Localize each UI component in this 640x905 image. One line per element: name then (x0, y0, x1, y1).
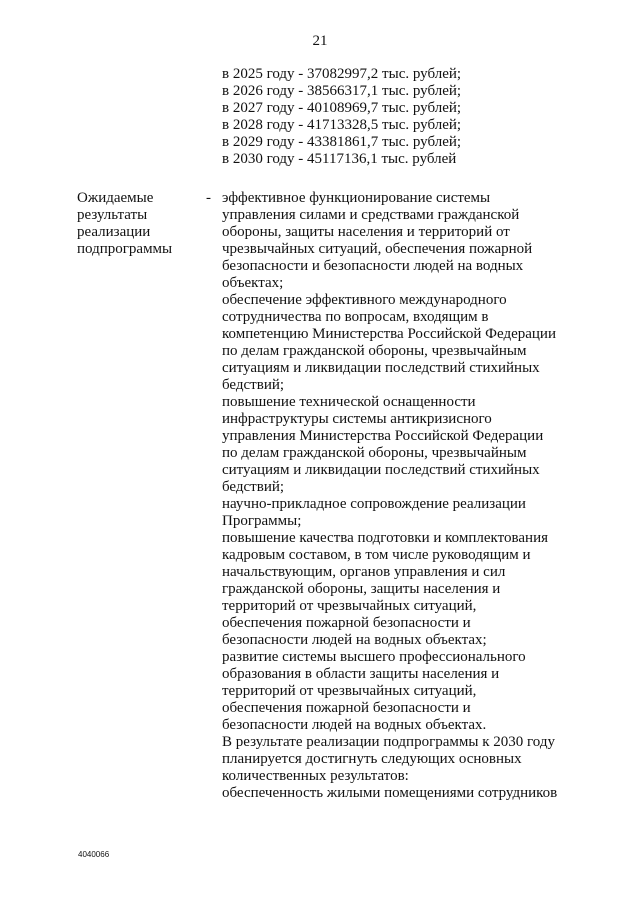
results-line: развитие системы высшего профессионального (222, 649, 526, 665)
section-label-line: результаты (77, 207, 148, 223)
results-line: количественных результатов: (222, 768, 409, 784)
funding-line-2025: в 2025 году - 37082997,2 тыс. рублей; (222, 66, 462, 82)
funding-line-2028: в 2028 году - 41713328,5 тыс. рублей; (222, 117, 462, 133)
results-line: гражданской обороны, защиты населения и (222, 581, 501, 597)
results-line: компетенцию Министерства Российской Федерации (222, 326, 556, 342)
results-line: территорий от чрезвычайных ситуаций, (222, 683, 477, 699)
results-line: кадровым составом, в том числе руководящим и (222, 547, 531, 563)
results-line: планируется достигнуть следующих основных (222, 751, 522, 767)
results-line: инфраструктуры системы антикризисного (222, 411, 492, 427)
results-line: управления силами и средствами гражданской (222, 207, 520, 223)
results-line: территорий от чрезвычайных ситуаций, (222, 598, 477, 614)
page-number: 21 (312, 33, 328, 49)
section-label-line: Ожидаемые (77, 190, 154, 206)
results-line: ситуациям и ликвидации последствий стихийных (222, 360, 540, 376)
document-code: 4040066 (78, 850, 110, 859)
section-dash: - (206, 190, 211, 206)
results-line: управления Министерства Российской Федерации (222, 428, 544, 444)
results-line: повышение качества подготовки и комплектования (222, 530, 548, 546)
results-line: обеспечения пожарной безопасности и (222, 700, 471, 716)
results-line: ситуациям и ликвидации последствий стихийных (222, 462, 540, 478)
funding-line-2029: в 2029 году - 43381861,7 тыс. рублей; (222, 134, 462, 150)
results-line: образования в области защиты населения и (222, 666, 500, 682)
results-line: начальствующим, органов управления и сил (222, 564, 506, 580)
funding-line-2030: в 2030 году - 45117136,1 тыс. рублей (222, 151, 457, 167)
results-line: научно-прикладное сопровождение реализации (222, 496, 526, 512)
results-line: обороны, защиты населения и территорий от (222, 224, 510, 240)
results-line: обеспечение эффективного международного (222, 292, 507, 308)
results-line: обеспеченность жилыми помещениями сотрудников (222, 785, 558, 801)
results-line: повышение технической оснащенности (222, 394, 476, 410)
results-line: обеспечения пожарной безопасности и (222, 615, 471, 631)
expected-results-text (222, 190, 582, 802)
funding-line-2026: в 2026 году - 38566317,1 тыс. рублей; (222, 83, 462, 99)
section-label-line: подпрограммы (77, 241, 173, 257)
results-line: безопасности людей на водных объектах. (222, 717, 487, 733)
results-line: по делам гражданской обороны, чрезвычайным (222, 445, 527, 461)
results-line: объектах; (222, 275, 284, 291)
results-line: сотрудничества по вопросам, входящим в (222, 309, 489, 325)
funding-by-year-list (222, 66, 602, 168)
results-line: эффективное функционирование системы (222, 190, 491, 206)
section-label-line: реализации (77, 224, 151, 240)
funding-line-2027: в 2027 году - 40108969,7 тыс. рублей; (222, 100, 462, 116)
results-line: В результате реализации подпрограммы к 2030 году (222, 734, 555, 750)
results-line: по делам гражданской обороны, чрезвычайным (222, 343, 527, 359)
results-line: чрезвычайных ситуаций, обеспечения пожарной (222, 241, 533, 257)
results-line: бедствий; (222, 479, 285, 495)
results-line: Программы; (222, 513, 302, 529)
section-label (77, 190, 207, 258)
results-line: безопасности и безопасности людей на водных (222, 258, 524, 274)
results-line: безопасности людей на водных объектах; (222, 632, 487, 648)
results-line: бедствий; (222, 377, 285, 393)
